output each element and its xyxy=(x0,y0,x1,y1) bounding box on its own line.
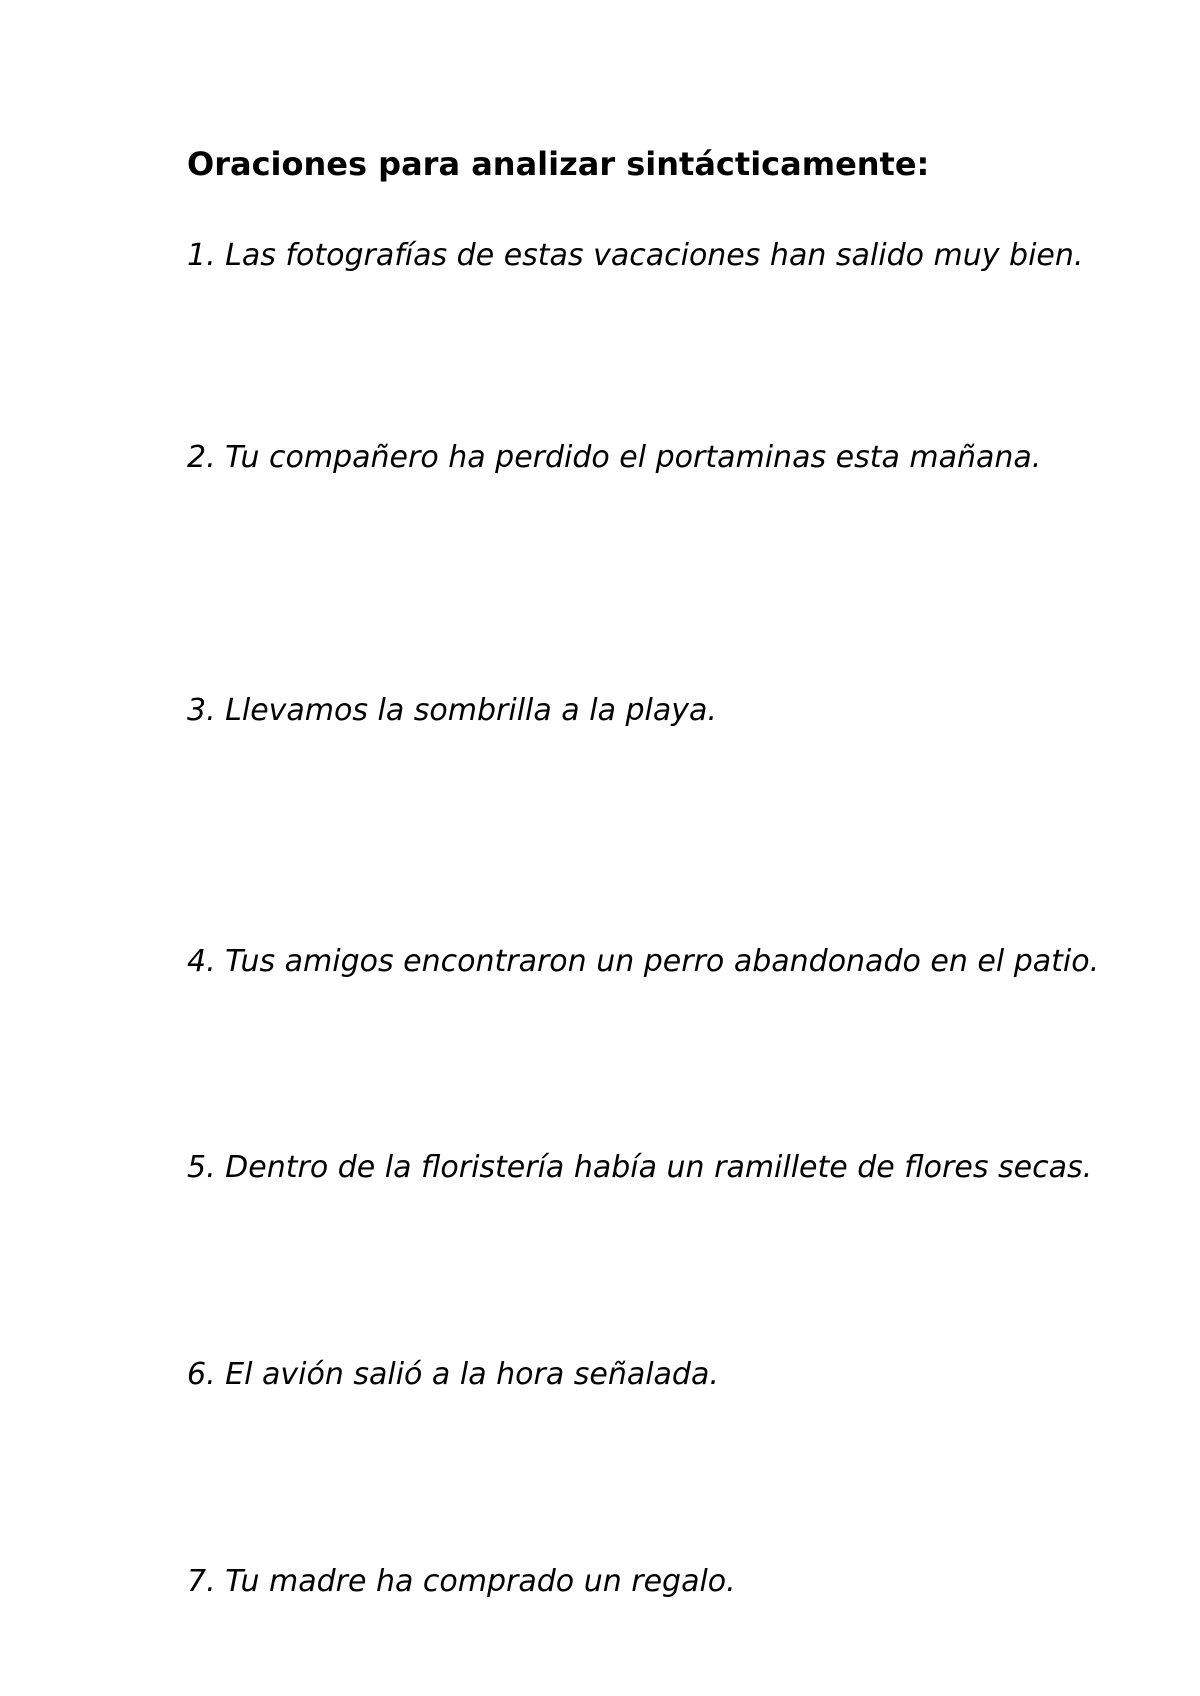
sentence-5: 5. Dentro de la floristería había un ramillete de flores secas. xyxy=(187,1150,1093,1185)
sentence-4: 4. Tus amigos encontraron un perro abandonado en el patio. xyxy=(187,944,1100,979)
sentence-2: 2. Tu compañero ha perdido el portaminas esta mañana. xyxy=(187,440,1042,475)
sentence-3: 3. Llevamos la sombrilla a la playa. xyxy=(187,693,717,728)
page-title: Oraciones para analizar sintácticamente: xyxy=(187,145,930,183)
sentence-6: 6. El avión salió a la hora señalada. xyxy=(187,1357,719,1392)
sentence-1: 1. Las fotografías de estas vacaciones han salido muy bien. xyxy=(187,238,1084,273)
sentence-7: 7. Tu madre ha comprado un regalo. xyxy=(187,1564,736,1599)
